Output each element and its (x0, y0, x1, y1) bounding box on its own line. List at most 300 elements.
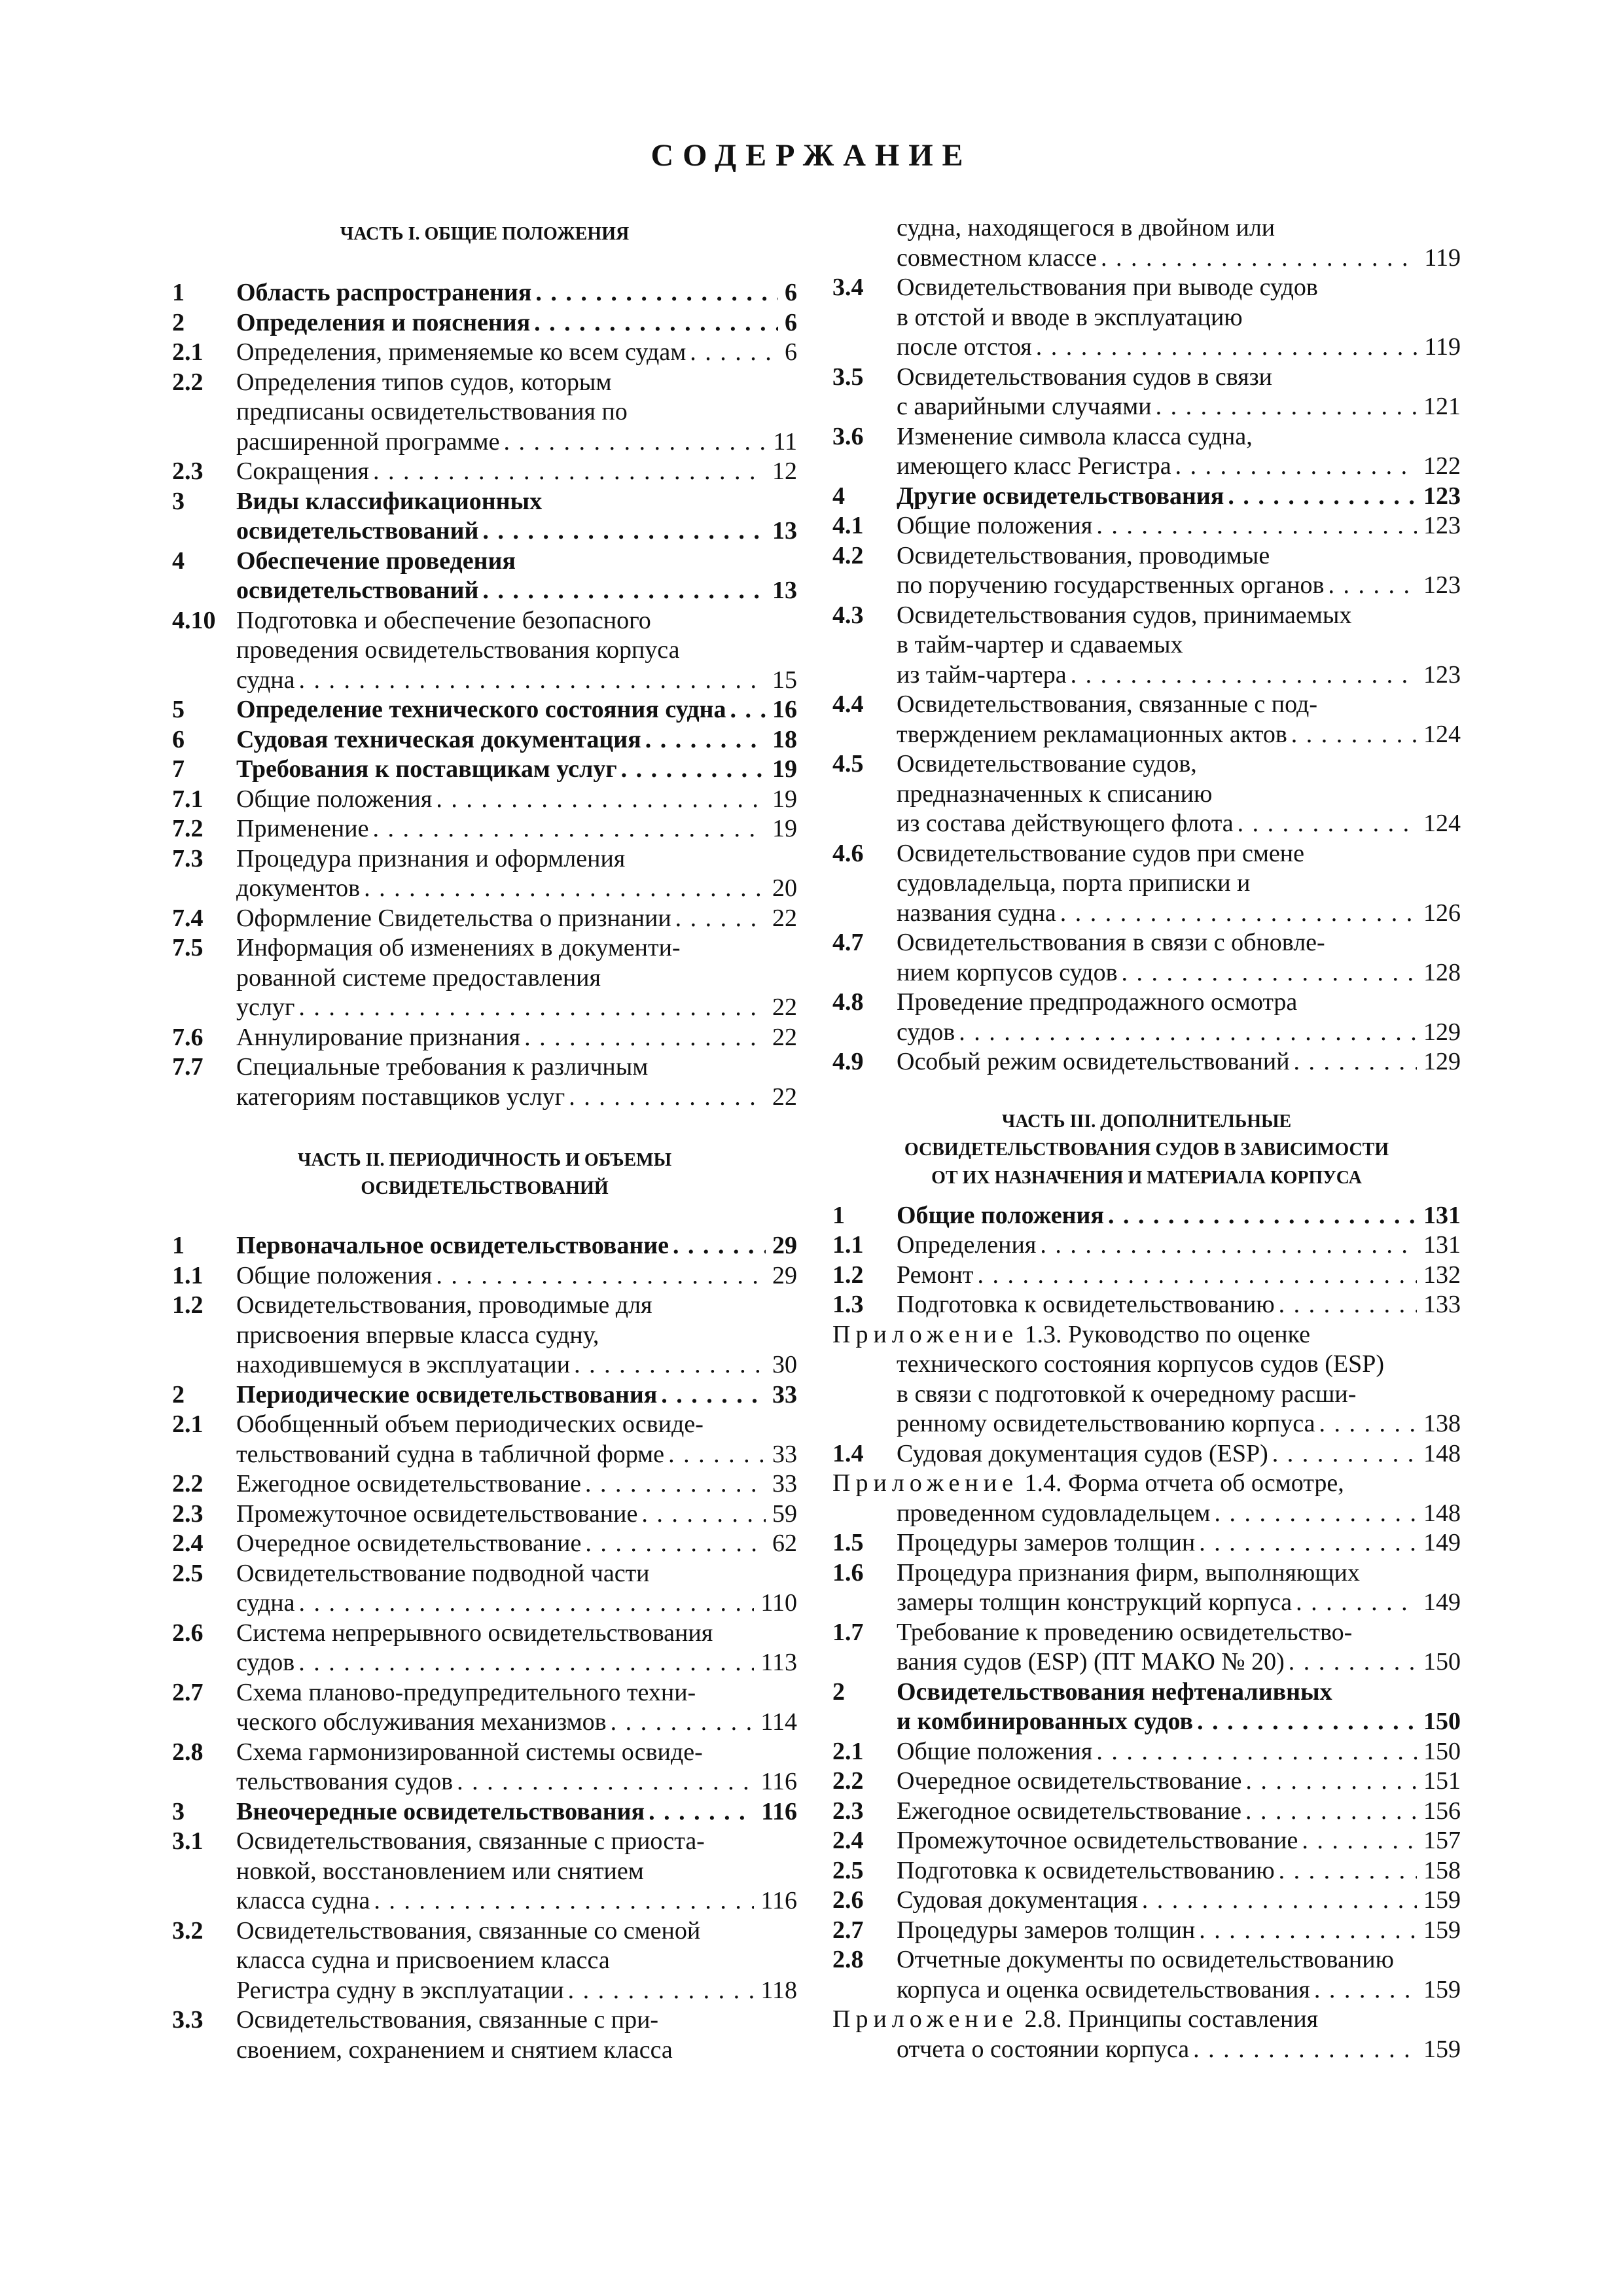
toc-entry-number: 2.5 (172, 1559, 204, 1587)
leader-dots (1275, 1856, 1417, 1886)
toc-entry-line (897, 1856, 1461, 1886)
toc-entry-line-text: судов (897, 1018, 955, 1046)
toc-entry-line-text: Освидетельствования судов в связи (897, 363, 1272, 391)
toc-entry-line (236, 576, 797, 606)
toc-entry-line (897, 928, 1461, 958)
toc-entry (832, 1230, 1461, 1261)
toc-entry-number: 3.1 (172, 1827, 204, 1855)
toc-entry-line-text: освидетельствований (236, 517, 479, 545)
toc-entry-number: 2.7 (832, 1916, 864, 1944)
toc-entry-line (897, 452, 1461, 482)
toc-entry-text (832, 2005, 1461, 2064)
toc-entry (172, 487, 797, 547)
toc-entry-line-text: Ремонт (897, 1261, 974, 1289)
toc-entry-line-text: Обеспечение проведения (236, 547, 516, 575)
toc-page-number: 123 (1423, 482, 1461, 510)
leader-dots (1234, 809, 1417, 839)
part3-heading-line-1: ЧАСТЬ III. ДОПОЛНИТЕЛЬНЫЕ (1001, 1111, 1292, 1132)
toc-entry-line-text: Оформление Свидетельства о признании (236, 904, 671, 932)
toc-entry-line (897, 511, 1461, 541)
toc-entry-line-text: Подготовка к освидетельствованию (897, 1856, 1275, 1884)
leader-dots (295, 1588, 755, 1619)
toc-entry-number: 1.3 (832, 1291, 864, 1318)
toc-entry-number: 4.1 (832, 512, 864, 539)
leader-dots (671, 904, 766, 934)
toc-entry-line (832, 1469, 1461, 1499)
toc-entry-line (236, 368, 797, 398)
toc-entry-number: 7.3 (172, 844, 204, 872)
toc-entry-text (897, 273, 1461, 363)
leader-dots (1152, 392, 1417, 422)
toc-entry-number: 3.6 (832, 422, 864, 450)
continued-entries (832, 213, 1461, 1077)
leader-dots (368, 814, 766, 844)
leader-dots (1097, 243, 1418, 274)
toc-entry-number: 3 (172, 1797, 185, 1825)
toc-entry-text (897, 928, 1461, 988)
toc-entry (832, 1290, 1461, 1320)
toc-entry (172, 933, 797, 1023)
toc-entry-line (236, 1380, 797, 1410)
toc-entry-text (236, 2005, 797, 2065)
toc-entry-line (897, 1350, 1461, 1380)
toc-entry-line-text: Определения, применяемые ко всем судам (236, 338, 687, 366)
toc-entry-line (897, 1677, 1461, 1708)
toc-entry-line (897, 1558, 1461, 1588)
part3-entries (832, 1201, 1461, 2065)
toc-entry (832, 541, 1461, 601)
toc-entry-line-text: Информация об изменениях в документи- (236, 934, 681, 961)
toc-entry (832, 2005, 1461, 2064)
leader-dots (664, 1440, 766, 1470)
toc-entry-text (897, 1737, 1461, 1767)
toc-entry-number: 2.3 (832, 1797, 864, 1825)
toc-entry-line (236, 1440, 797, 1470)
toc-entry-line-text: Специальные требования к различным (236, 1053, 649, 1081)
toc-entry-line (236, 1916, 797, 1946)
appendix-label: Приложение (832, 2005, 1018, 2033)
toc-entry-line (236, 1321, 797, 1351)
toc-entry-line (236, 1261, 797, 1291)
leader-dots (1118, 958, 1417, 988)
leader-dots (607, 1708, 755, 1738)
toc-entry-number: 2.1 (832, 1737, 864, 1765)
leader-dots (1092, 511, 1417, 541)
toc-entry (832, 1201, 1461, 1231)
leader-dots (294, 993, 766, 1023)
toc-entry-number: 3.2 (172, 1916, 204, 1945)
toc-entry-number: 2.7 (172, 1678, 204, 1706)
toc-page-number: 22 (772, 904, 797, 932)
toc-page-number: 159 (1423, 2035, 1461, 2063)
toc-entry-line-text: Подготовка и обеспечение безопасного (236, 606, 651, 634)
toc-entry-line-text: проведения освидетельствования корпуса (236, 636, 680, 664)
toc-page-number: 22 (772, 1083, 797, 1111)
toc-entry-line-text: Очередное освидетельствование (897, 1767, 1242, 1795)
toc-entry-line-text: 1.3. Руководство по оценке (1024, 1320, 1310, 1348)
toc-entry (172, 1529, 797, 1559)
toc-entry-line-text: тельствования судов (236, 1768, 454, 1795)
toc-entry-line-text: Обобщенный объем периодических освиде- (236, 1410, 704, 1438)
toc-entry (832, 511, 1461, 541)
toc-entry-line-text: категориям поставщиков услуг (236, 1083, 565, 1111)
toc-entry-line (897, 213, 1461, 243)
toc-page-number: 118 (760, 1976, 797, 2004)
toc-entry-text (897, 749, 1461, 839)
toc-entry-line (236, 1976, 797, 2006)
toc-entry-line (897, 1261, 1461, 1291)
toc-page-number: 12 (772, 457, 797, 485)
toc-entry-line-text: тельствований судна в табличной форме (236, 1440, 665, 1468)
toc-entry-text (897, 363, 1461, 422)
toc-page-number: 150 (1423, 1708, 1461, 1735)
toc-entry-line (897, 1886, 1461, 1916)
toc-entry-number: 4 (832, 482, 845, 510)
part2-heading (172, 1146, 797, 1202)
toc-entry-line (236, 725, 797, 755)
toc-entry (832, 422, 1461, 482)
toc-entry-number: 2.1 (172, 1410, 204, 1438)
toc-entry-line-text: Процедура признания фирм, выполняющих (897, 1558, 1360, 1587)
leader-dots (645, 1797, 755, 1827)
toc-entry-line (236, 2005, 797, 2036)
toc-page-number: 123 (1423, 512, 1461, 539)
toc-entry-text (236, 904, 797, 934)
toc-page-number: 22 (772, 1023, 797, 1051)
toc-entry-line-text: 1.4. Форма отчета об осмотре, (1024, 1469, 1344, 1497)
toc-entry (832, 273, 1461, 363)
leader-dots (360, 874, 766, 904)
toc-entry-line-text: присвоения впервые класса судну, (236, 1321, 599, 1349)
leader-dots (657, 1380, 766, 1410)
toc-entry-number: 7.4 (172, 904, 204, 932)
toc-entry-line-text: Общие положения (897, 512, 1093, 539)
toc-entry (172, 1916, 797, 2006)
toc-entry-line (897, 303, 1461, 333)
toc-entry-line-text: ренному освидетельствованию корпуса (897, 1410, 1315, 1437)
toc-entry-line-text: совместном классе (897, 243, 1097, 272)
toc-entry-number: 2.3 (172, 457, 204, 485)
toc-entry (172, 1231, 797, 1261)
toc-entry-line-text: корпуса и оценка освидетельствования (897, 1975, 1310, 2003)
toc-entry-line (236, 1708, 797, 1738)
toc-entry-text (897, 1047, 1461, 1077)
part1-heading: ЧАСТЬ I. ОБЩИЕ ПОЛОЖЕНИЯ (340, 224, 630, 244)
toc-entry-line-text: судовладельца, порта приписки и (897, 869, 1251, 897)
toc-entry-line (897, 332, 1461, 363)
toc-entry-text (236, 1827, 797, 1916)
left-column (172, 216, 797, 2065)
leader-dots (1189, 2035, 1417, 2065)
toc-entry-text (236, 1291, 797, 1380)
toc-page-number: 6 (785, 279, 797, 306)
toc-entry-text (897, 1290, 1461, 1320)
toc-entry-number: 1.5 (832, 1529, 864, 1556)
toc-entry-line (236, 1291, 797, 1321)
toc-entry-line-text: Аннулирование признания (236, 1023, 521, 1051)
leader-dots (499, 427, 766, 457)
toc-page-number: 59 (772, 1499, 797, 1528)
toc-entry-line (897, 1588, 1461, 1618)
toc-entry-line-text: в отстой и вводе в эксплуатацию (897, 303, 1243, 331)
toc-page-number: 29 (772, 1261, 797, 1289)
toc-page-number: 114 (760, 1708, 797, 1736)
toc-entry-line-text: Первоначальное освидетельствование (236, 1232, 669, 1259)
toc-entry-number: 1.4 (832, 1439, 864, 1467)
toc-entry-number: 4.6 (832, 839, 864, 867)
leader-dots (1292, 1588, 1417, 1618)
toc-entry-text (897, 1916, 1461, 1946)
toc-entry-line-text: названия судна (897, 899, 1056, 927)
leader-dots (581, 1469, 766, 1499)
toc-entry (172, 368, 797, 457)
toc-entry-line (897, 839, 1461, 869)
toc-entry-line (897, 1230, 1461, 1261)
toc-entry-text (897, 1528, 1461, 1558)
leader-dots (726, 695, 766, 725)
toc-entry-line (897, 958, 1461, 988)
toc-entry-text (236, 814, 797, 844)
toc-entry-text (236, 933, 797, 1023)
toc-entry-line-text: Отчетные документы по освидетельствованию (897, 1946, 1394, 1973)
toc-entry-text (832, 1469, 1461, 1528)
toc-entry-text (897, 1767, 1461, 1797)
toc-page-number: 113 (760, 1649, 797, 1676)
leader-dots (1290, 1047, 1417, 1077)
toc-entry-line (236, 487, 797, 517)
toc-entry-text (236, 457, 797, 487)
leader-dots (1195, 1528, 1417, 1558)
toc-entry-line-text: вания судов (ESP) (ПТ МАКО № 20) (897, 1648, 1285, 1676)
toc-entry-line (236, 1678, 797, 1708)
toc-entry-text (236, 1469, 797, 1499)
toc-entry-number: 2.4 (172, 1530, 204, 1557)
toc-entry-line (897, 482, 1461, 512)
toc-entry-line (897, 273, 1461, 303)
toc-entry (832, 1677, 1461, 1737)
toc-entry-line-text: Освидетельствование судов при смене (897, 839, 1304, 867)
toc-entry-line-text: Судовая документация (897, 1886, 1138, 1914)
part3-heading-line-2: ОСВИДЕТЕЛЬСТВОВАНИЯ СУДОВ В ЗАВИСИМОСТИ (904, 1139, 1389, 1160)
toc-entry-text (897, 541, 1461, 601)
toc-entry (172, 1261, 797, 1291)
leader-dots (531, 278, 778, 308)
toc-entry (172, 1738, 797, 1797)
right-column (832, 216, 1461, 2064)
toc-page-number: 13 (772, 577, 797, 604)
toc-entry-line (236, 1648, 797, 1678)
toc-entry-line (236, 1529, 797, 1559)
toc-entry-number: 7 (172, 755, 185, 783)
toc-entry-number: 2.6 (172, 1619, 204, 1647)
toc-entry-line-text: Периодические освидетельствования (236, 1380, 658, 1408)
toc-entry-number: 7.6 (172, 1023, 204, 1051)
toc-entry-line (897, 392, 1461, 422)
toc-entry-line-text: имеющего класс Регистра (897, 452, 1171, 480)
toc-entry-line (897, 780, 1461, 810)
toc-entry (832, 1558, 1461, 1618)
toc-entry-line-text: с аварийными случаями (897, 393, 1152, 420)
toc-entry-number: 4.2 (832, 541, 864, 569)
toc-entry-line-text: Освидетельствования, связанные с приоста- (236, 1827, 705, 1855)
toc-entry-line-text: Промежуточное освидетельствование (897, 1827, 1298, 1854)
toc-entry-text (236, 338, 797, 368)
toc-entry-line (236, 636, 797, 666)
toc-entry-line (897, 243, 1461, 274)
toc-entry-text (236, 1797, 797, 1827)
toc-page-number: 62 (772, 1530, 797, 1557)
toc-entry-line (832, 2005, 1461, 2035)
leader-dots (564, 1976, 755, 2006)
toc-page-number: 13 (772, 517, 797, 545)
toc-entry (172, 1291, 797, 1380)
toc-entry (172, 1559, 797, 1619)
toc-entry-line (236, 1767, 797, 1797)
toc-entry-line-text: ческого обслуживания механизмов (236, 1708, 607, 1736)
toc-entry-line-text: в связи с подготовкой к очередному расши- (897, 1380, 1357, 1408)
toc-entry (832, 1945, 1461, 2005)
toc-entry-line-text: Сокращения (236, 457, 369, 485)
toc-entry-line-text: Освидетельствования, связанные с под- (897, 691, 1317, 718)
toc-entry-number: 1.2 (172, 1291, 204, 1319)
toc-entry-line (897, 1439, 1461, 1469)
leader-dots (570, 1350, 766, 1380)
toc-entry (172, 1023, 797, 1053)
leader-dots (453, 1767, 754, 1797)
toc-entry-line-text: Определение технического состояния судна (236, 696, 726, 723)
toc-entry-line (236, 1559, 797, 1589)
toc-entry-line-text: предназначенных к списанию (897, 780, 1213, 808)
toc-entry-line-text: Очередное освидетельствование (236, 1530, 582, 1557)
leader-dots (617, 755, 766, 785)
toc-entry-text (236, 1499, 797, 1530)
toc-page-number: 6 (785, 338, 797, 366)
toc-page-number: 15 (772, 666, 797, 694)
toc-entry-text (897, 482, 1461, 512)
toc-entry (172, 547, 797, 606)
toc-entry-number: 1.6 (832, 1558, 864, 1587)
toc-page-number: 157 (1423, 1827, 1461, 1854)
leader-dots (1195, 1916, 1417, 1946)
toc-entry-text (236, 278, 797, 308)
toc-entry-line (236, 666, 797, 696)
toc-entry-line-text: Освидетельствования в связи с обновле- (897, 929, 1325, 956)
toc-page-number: 131 (1423, 1231, 1461, 1259)
toc-entry-number: 2.8 (172, 1738, 204, 1766)
toc-entry-line (897, 1975, 1461, 2005)
toc-entry-line-text: расширенной программе (236, 427, 500, 456)
toc-entry-line (236, 338, 797, 368)
toc-page-number: 159 (1423, 1916, 1461, 1944)
toc-entry-text (236, 1678, 797, 1738)
toc-entry-text (897, 1886, 1461, 1916)
toc-entry (832, 690, 1461, 749)
toc-entry-line-text: Промежуточное освидетельствование (236, 1499, 638, 1528)
toc-entry-text (897, 601, 1461, 691)
toc-entry-line-text: нием корпусов судов (897, 958, 1118, 986)
toc-entry-number: 4.8 (832, 988, 864, 1016)
toc-entry (832, 1469, 1461, 1528)
toc-entry-text (236, 1052, 797, 1112)
toc-page-number: 30 (772, 1351, 797, 1378)
toc-entry-line-text: Освидетельствования нефтеналивных (897, 1677, 1332, 1706)
toc-entry-line (236, 1052, 797, 1083)
toc-entry (172, 308, 797, 338)
toc-entry-line (897, 1945, 1461, 1975)
toc-entry-text (236, 487, 797, 547)
toc-entry-number: 3 (172, 487, 185, 515)
toc-entry-text (236, 308, 797, 338)
toc-entry-line-text: Применение (236, 815, 369, 842)
leader-dots (1315, 1409, 1417, 1439)
toc-entry-line-text: Другие освидетельствования (897, 482, 1224, 510)
toc-page-number: 33 (772, 1380, 797, 1408)
toc-page-number: 150 (1423, 1648, 1461, 1676)
toc-entry (172, 338, 797, 368)
leader-dots (1210, 1499, 1417, 1529)
toc-entry-number: 2.2 (172, 1470, 204, 1498)
toc-entry (172, 904, 797, 934)
toc-entry (172, 606, 797, 696)
toc-entry (832, 1439, 1461, 1469)
toc-page-number: 116 (760, 1768, 797, 1795)
leader-dots (1056, 899, 1417, 929)
toc-entry-line (236, 695, 797, 725)
toc-entry-line (236, 963, 797, 994)
toc-page-number: 158 (1423, 1856, 1461, 1884)
leader-dots (370, 1886, 754, 1916)
toc-entry-line-text: освидетельствований (236, 577, 479, 604)
toc-entry-line-text: и комбинированных судов (897, 1708, 1194, 1735)
toc-entry-line-text: Система непрерывного освидетельствования (236, 1619, 713, 1647)
leader-dots (478, 576, 766, 606)
toc-entry (832, 1797, 1461, 1827)
toc-page-number: 119 (1424, 333, 1461, 361)
toc-page-number: 148 (1423, 1499, 1461, 1527)
toc-entry-text (897, 422, 1461, 482)
toc-page-number: 150 (1423, 1737, 1461, 1765)
toc-entry-number: 4.10 (172, 606, 216, 634)
toc-entry-line-text: из тайм-чартера (897, 660, 1067, 689)
toc-entry-number: 2 (172, 1380, 185, 1408)
toc-entry-line-text: Виды классификационных (236, 487, 543, 515)
toc-entry (172, 1052, 797, 1112)
toc-entry-line (236, 457, 797, 487)
toc-entry-text (897, 1797, 1461, 1827)
toc-entry-number: 3.5 (832, 363, 864, 391)
toc-entry-text (236, 1738, 797, 1797)
toc-entry-line-text: замеры толщин конструкций корпуса (897, 1588, 1293, 1616)
toc-entry-text (832, 1320, 1461, 1439)
toc-entry-number: 2.6 (832, 1886, 864, 1914)
toc-entry-number: 1 (172, 1232, 185, 1259)
toc-entry-line (897, 1018, 1461, 1048)
toc-entry-line (897, 988, 1461, 1018)
toc-entry-text (236, 785, 797, 815)
toc-entry-line-text: отчета о состоянии корпуса (897, 2035, 1190, 2063)
toc-entry-line-text: Общие положения (236, 785, 433, 813)
toc-entry (832, 363, 1461, 422)
toc-entry (832, 988, 1461, 1047)
leader-dots (686, 338, 778, 368)
leader-dots (1241, 1797, 1417, 1827)
toc-entry-line (832, 1320, 1461, 1350)
toc-entry-line (236, 1619, 797, 1649)
toc-entry-line-text: Требование к проведению освидетельство- (897, 1618, 1353, 1646)
toc-page-number: 129 (1423, 1048, 1461, 1075)
toc-entry (172, 725, 797, 755)
toc-entry-text (236, 1380, 797, 1410)
